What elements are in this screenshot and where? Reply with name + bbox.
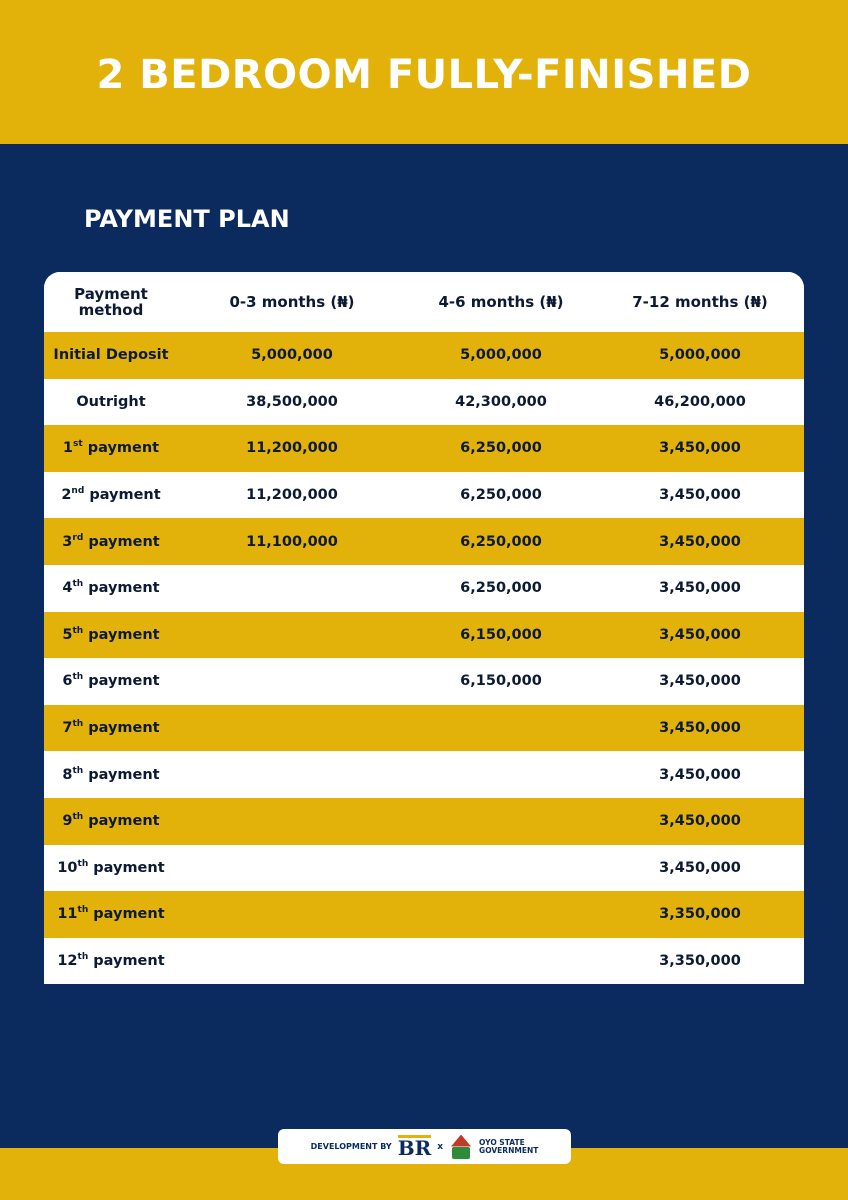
payment-label: 3rd payment (62, 532, 160, 550)
footer-x: x (437, 1141, 444, 1152)
payment-label: 2nd payment (61, 486, 161, 504)
amount-cell: 6,150,000 (460, 626, 542, 643)
table-row (44, 518, 804, 565)
amount-cell: 11,200,000 (246, 440, 338, 457)
table-row (44, 379, 804, 426)
table-row (44, 705, 804, 752)
amount-cell: 3,450,000 (659, 673, 741, 690)
amount-cell: 3,450,000 (659, 440, 741, 457)
payment-label: Outright (76, 393, 146, 410)
column-header-7-12-months: 7-12 months (₦) (632, 293, 768, 311)
table-row (44, 658, 804, 705)
column-header-0-3-months: 0-3 months (₦) (229, 293, 355, 311)
oyo-line-2: GOVERNMENT (479, 1145, 539, 1155)
payment-label: 1st payment (62, 439, 160, 457)
amount-cell: 5,000,000 (460, 347, 542, 364)
amount-cell: 6,250,000 (460, 487, 542, 504)
amount-cell: 3,450,000 (659, 533, 741, 550)
payment-plan-table (44, 272, 804, 984)
amount-cell: 38,500,000 (246, 393, 338, 410)
table-row (44, 612, 804, 659)
amount-cell: 3,450,000 (659, 626, 741, 643)
title-banner (0, 0, 848, 144)
table-row (44, 798, 804, 845)
payment-label: 4th payment (62, 579, 160, 597)
payment-label: 10th payment (57, 859, 165, 876)
payment-label: 9th payment (62, 812, 160, 830)
table-row (44, 425, 804, 472)
column-header-4-6-months: 4-6 months (₦) (438, 293, 564, 311)
amount-cell: 3,450,000 (659, 859, 741, 876)
section-title: PAYMENT PLAN (84, 205, 290, 233)
br-logo: BR (397, 1136, 432, 1160)
footer-badge (278, 1129, 571, 1164)
amount-cell: 5,000,000 (251, 347, 333, 364)
amount-cell: 46,200,000 (654, 393, 746, 410)
amount-cell: 5,000,000 (659, 347, 741, 364)
table-row (44, 938, 804, 985)
amount-cell: 3,450,000 (659, 813, 741, 830)
development-by-text: DEVELOPMENT BY (310, 1142, 392, 1151)
table-row (44, 751, 804, 798)
amount-cell: 3,450,000 (659, 487, 741, 504)
table-row (44, 845, 804, 892)
amount-cell: 11,200,000 (246, 487, 338, 504)
amount-cell: 42,300,000 (455, 393, 547, 410)
amount-cell: 6,250,000 (460, 580, 542, 597)
oyo-government-text (479, 1139, 538, 1155)
table-row (44, 472, 804, 519)
payment-label: 12th payment (57, 952, 165, 970)
amount-cell: 3,450,000 (659, 766, 741, 783)
table-header-row (44, 272, 804, 332)
payment-label: Initial Deposit (53, 347, 169, 364)
table-row (44, 891, 804, 938)
column-header-payment-method: Payment method (74, 285, 148, 319)
oyo-line-1: OYO STATE (479, 1137, 525, 1147)
payment-label: 7th payment (62, 719, 160, 737)
payment-label: 6th payment (62, 672, 160, 690)
amount-cell: 3,350,000 (659, 906, 741, 923)
amount-cell: 6,250,000 (460, 440, 542, 457)
amount-cell: 3,450,000 (659, 580, 741, 597)
table-body (44, 332, 804, 984)
page-title: 2 BEDROOM FULLY-FINISHED (96, 52, 752, 98)
table-row (44, 332, 804, 379)
amount-cell: 11,100,000 (246, 533, 338, 550)
payment-label: 5th payment (62, 626, 160, 643)
amount-cell: 6,250,000 (460, 533, 542, 550)
amount-cell: 3,450,000 (659, 720, 741, 737)
payment-label: 8th payment (62, 765, 160, 783)
amount-cell: 3,350,000 (659, 953, 741, 970)
table-row (44, 565, 804, 612)
payment-label: 11th payment (57, 905, 165, 923)
amount-cell: 6,150,000 (460, 673, 542, 690)
oyo-crest-icon (449, 1135, 473, 1159)
